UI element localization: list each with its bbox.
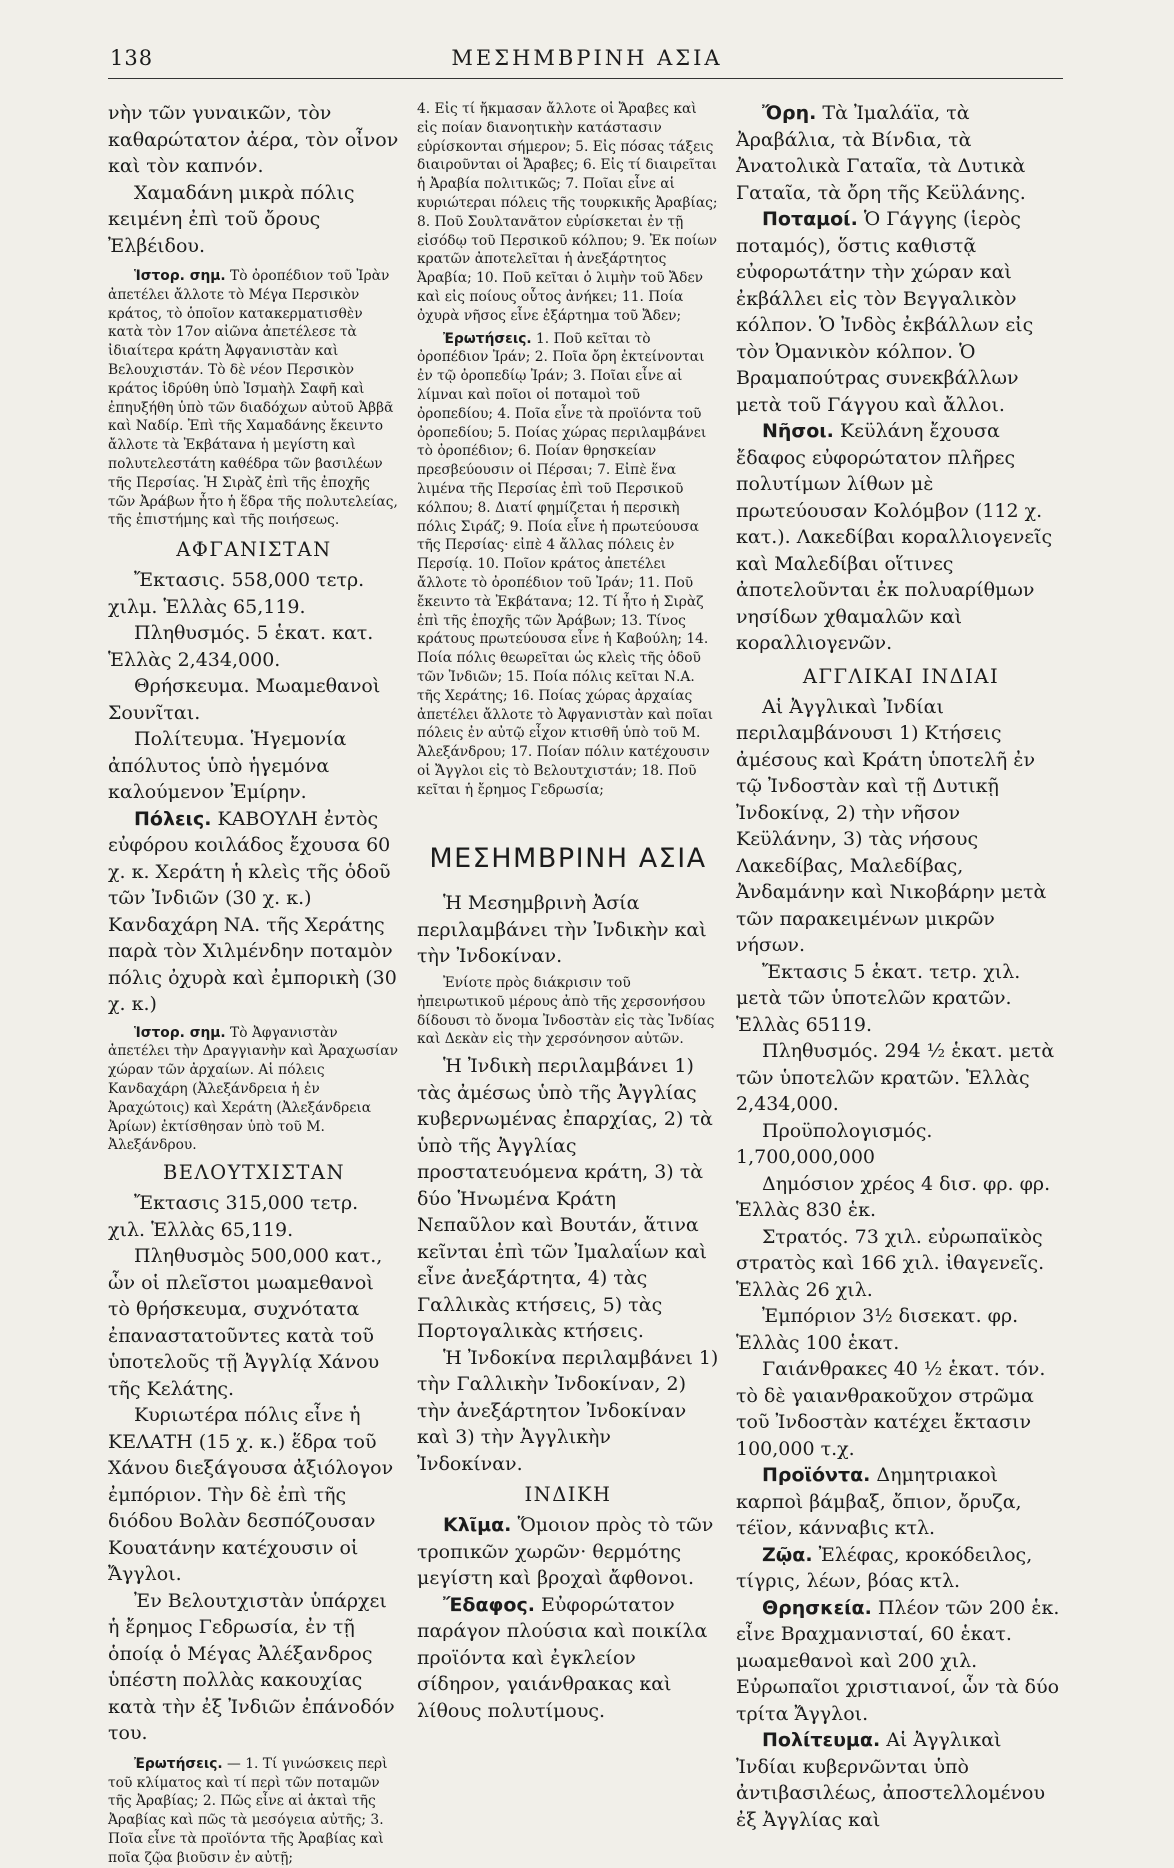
history-note: Ἱστορ. σημ. Τὸ Ἀφγανιστὰν ἀπετέλει τὴν Δραγγιανὴν καὶ Ἀραχωσίαν χώραν τῶν ἀρχαίων. Αἱ πόλεις Κανδαχάρη (Ἀλεξάνδρεια ἡ ἐν Ἀραχώτοις) καὶ Χεράτη (Ἀλεξάνδρεια Ἀρίων) ἐκτίσθησαν ὑπὸ τοῦ Μ. Ἀλεξάνδρου. — [108, 1024, 398, 1154]
paragraph: Πληθυσμός. 294 ½ ἑκατ. μετὰ τῶν ὑποτελῶν κρατῶν. Ἑλλὰς 2,434,000. — [736, 1040, 1055, 1115]
questions: Ἐρωτήσεις. — 1. Τί γινώσκεις περὶ τοῦ κλίματος καὶ τί περὶ τῶν ποταμῶν τῆς Ἀραβίας; 2. Πῶς εἶνε αἱ ἀκταὶ τῆς Ἀραβίας καὶ πῶς τὰ μεσόγεια αὐτῆς; 3. Ποῖα εἶνε τὰ προϊόντα τῆς Ἀραβίας καὶ ποῖα ζῷα βιοῦσιν ἐν αὐτῇ; — [108, 1755, 388, 1866]
header-rule — [108, 78, 1063, 79]
paragraph: Προϊόντα. Δημητριακοὶ καρποὶ βάμβαξ, ὄπιον, ὄρυζα, τέϊον, κάνναβις κτλ. — [736, 1464, 1022, 1539]
paragraph-label: Πόλεις. — [134, 807, 212, 830]
paragraph: Προϋπολογισμός. 1,700,000,000 — [736, 1119, 933, 1168]
paragraph: Ἡ Ἰνδοκίνα περιλαμβάνει 1) τὴν Γαλλικὴν Ἰνδοκίναν, 2) τὴν ἀνεξάρτητον Ἰνδοκίναν καὶ 3) τὴν Ἀγγλικὴν Ἰνδοκίναν. — [417, 1346, 719, 1475]
paragraph: Στρατός. 73 χιλ. εὐρωπαϊκὸς στρατὸς καὶ 166 χιλ. ἰθαγενεῖς. Ἑλλὰς 26 χιλ. — [736, 1225, 1045, 1301]
paragraph: Ζῷα. Ἐλέφας, κροκόδειλος, τίγρις, λέων, βόας κτλ. — [736, 1543, 1033, 1592]
paragraph-label: Πολίτευμα. — [762, 1729, 881, 1751]
section-heading-beluchistan: ΒΕΛΟΥΤΧΙΣΤΑΝ — [162, 1161, 346, 1185]
note-label: Ἱστορ. σημ. — [134, 268, 226, 284]
note-label: Ἱστορ. σημ. — [134, 1024, 226, 1041]
paragraph: Ἡ Μεσημβρινὴ Ἀσία περιλαμβάνει τὴν Ἰνδικὴν καὶ τὴν Ἰνδοκίναν. — [417, 892, 707, 968]
running-title: ΜΕΣΗΜΒΡΙΝΗ ΑΣΙΑ — [451, 46, 723, 70]
paragraph-label: Προϊόντα. — [762, 1464, 871, 1486]
paragraph-label: Νῆσοι. — [762, 420, 834, 442]
page-number: 138 — [110, 46, 154, 70]
paragraph-label: Ὄρη. — [762, 102, 817, 124]
questions-label: Ἐρωτήσεις. — [134, 1755, 223, 1772]
questions: Ἐρωτήσεις. 1. Ποῦ κεῖται τὸ ὀροπέδιον Ἰράν; 2. Ποῖα ὄρη ἐκτείνονται ἐν τῷ ὀροπεδίῳ Ἰράν; 3. Ποῖαι εἶνε αἱ λίμναι καὶ ποῖοι οἱ ποταμοὶ τοῦ ὀροπεδίου; 4. Ποῖα εἶνε τὰ προϊόντα τοῦ ὀροπεδίου; 5. Ποίας χώρας περιλαμβάνει τὸ ὀροπέδιον; 6. Ποίαν θρησκείαν πρεσβεύουσιν οἱ Πέρσαι; 7. Εἰπὲ ἕνα λιμένα τῆς Περσίας ἐπὶ τοῦ Περσικοῦ κόλπου; 8. Διατί φημίζεται ἡ περσικὴ πόλις Σιράζ; 9. Ποία εἶνε ἡ πρωτεύουσα τῆς Περσίας· εἰπὲ 4 ἄλλας πόλεις ἐν Περσίᾳ. 10. Ποῖον κράτος ἀπετέλει ἄλλοτε τὸ ὀροπέδιον τοῦ Ἰράν; 11. Ποῦ ἔκειντο τὰ Ἐκβάτανα; 12. Τί ἦτο ἡ Σιρὰζ ἐπὶ τῆς ἐποχῆς τῶν Ἀράβων; 13. Τίνος κράτους πρωτεύουσα εἶνε ἡ Καβούλη; 14. Ποία πόλις θεωρεῖται ὡς κλεὶς τῆς ὁδοῦ τῶν Ἰνδιῶν; 15. Ποία πόλις κεῖται Ν.Α. τῆς Χεράτης; 16. Ποίας χώρας ἀρχαίας ἀπετέλει ἄλλοτε τὸ Ἀφγανιστὰν καὶ ποῖαι πόλεις ἐν αὐτῷ εἶχον κτισθῆ ὑπὸ τοῦ Μ. Ἀλεξάνδρου; 17. Ποίαν πόλιν κατέχουσιν οἱ Ἄγγλοι εἰς τὸ Βελουτχιστάν; 18. Ποῦ κεῖται ἡ ἔρημος Γεδρωσία; — [417, 330, 713, 798]
paragraph: Πολίτευμα. Αἱ Ἀγγλικαὶ Ἰνδίαι κυβερνῶνται ὑπὸ ἀντιβασιλέως, ἀποστελλομένου ἐξ Ἀγγλίας καὶ — [736, 1729, 1046, 1831]
questions-label: Ἐρωτήσεις. — [443, 330, 532, 347]
paragraph: Πόλεις. ΚΑΒΟΥΛΗ ἐντὸς εὐφόρου κοιλάδος ἔχουσα 60 χ. κ. Χεράτη ἡ κλεὶς τῆς ὁδοῦ τῶν Ἰνδιῶν (30 χ. κ.) Κανδαχάρη ΝΑ. τῆς Χεράτης παρὰ τὸν Χιλμένδην ποταμὸν πόλις ὀχυρὰ καὶ ἐμπορικὴ (30 χ. κ.) — [108, 807, 397, 1016]
paragraph: Ἔκτασις. 558,000 τετρ. χιλμ. Ἑλλὰς 65,119. — [108, 569, 365, 618]
paragraph: Θρησκεία. Πλέον τῶν 200 ἑκ. εἶνε Βραχμανισταί, 60 ἑκατ. μωαμεθανοὶ καὶ 200 χιλ. Εὐρωπαῖοι χριστιανοί, ὧν τὰ δύο τρίτα Ἄγγλοι. — [736, 1596, 1060, 1725]
small-note: Ἐνίοτε πρὸς διάκρισιν τοῦ ἠπειρωτικοῦ μέρους ἀπὸ τῆς χερσονήσου δίδουσι τὸ ὄνομα Ἰνδοστὰν εἰς τὰς Ἰνδίας καὶ Δεκὰν εἰς τὴν χερσόνησον αὐτῶν. — [417, 974, 715, 1048]
paragraph: Νῆσοι. Κεϋλάνη ἔχουσα ἔδαφος εὐφορώτατον πλῆρες πολυτίμων λίθων μὲ πρωτεύουσαν Κολόμβον (112 χ. κατ.). Λακεδίβαι κοραλλιογενεῖς καὶ Μαλεδίβαι οἵτινες ἀποτελοῦνται ἐκ πολυαρίθμων νησίδων χθαμαλῶν καὶ κοραλλιογενῶν. — [736, 420, 1053, 654]
section-heading-indiki: ΙΝΔΙΚΗ — [524, 1483, 612, 1507]
paragraph: Ἔδαφος. Εὐφορώτατον παράγον πλούσια καὶ ποικίλα προϊόντα καὶ ἐγκλείον σίδηρον, γαιάνθρακας καὶ λίθους πολυτίμους. — [417, 1593, 708, 1722]
paragraph-label: Ζῷα. — [762, 1543, 813, 1566]
section-heading-south-asia: ΜΕΣΗΜΒΡΙΝΗ ΑΣΙΑ — [429, 843, 707, 875]
paragraph: Γαιάνθρακες 40 ½ ἑκατ. τόν. τὸ δὲ γαιανθρακοῦχον στρῶμα τοῦ Ἰνδοστὰν κατέχει ἔκτασιν 100,000 τ.χ. — [736, 1358, 1046, 1460]
paragraph: Ποταμοί. Ὁ Γάγγης (ἱερὸς ποταμός), ὅστις καθιστᾷ εὐφορωτάτην τὴν χώραν καὶ ἐκβάλλει εἰς τὸν Βεγγαλικὸν κόλπον. Ὁ Ἰνδὸς ἐκβάλλων εἰς τὸν Ὀμανικὸν κόλπον. Ὁ Βραμαπούτρας συνεκβάλλων μετὰ τοῦ Γάγγου καὶ ἄλλοι. — [736, 208, 1034, 416]
paragraph-label: Κλῖμα. — [443, 1514, 512, 1537]
paragraph: Αἱ Ἀγγλικαὶ Ἰνδίαι περιλαμβάνουσι 1) Κτήσεις ἀμέσους καὶ Κράτη ὑποτελῆ ἐν τῷ Ἰνδοστὰν καὶ τῇ Δυτικῇ Ἰνδοκίνᾳ, 2) τὴν νῆσον Κεϋλάνην, 3) τὰς νήσους Λακεδίβας, Μαλεδίβας, Ἀνδαμάνην καὶ Νικοβάρην μετὰ τῶν παρακειμένων μικρῶν νήσων. — [736, 695, 1047, 956]
paragraph: Πολίτευμα. Ἡγεμονία ἀπόλυτος ὑπὸ ἡγεμόνα καλούμενον Ἐμίρην. — [108, 728, 347, 804]
paragraph: Ἐν Βελουτχιστὰν ὑπάρχει ἡ ἔρημος Γεδρωσία, ἐν τῇ ὁποίᾳ ὁ Μέγας Ἀλέξανδρος ὑπέστη πολλὰς κακουχίας κατὰ τὴν ἐξ Ἰνδιῶν ἐπάνοδόν του. — [108, 1589, 395, 1745]
page-header — [0, 0, 1174, 90]
paragraph: Πληθυσμὸς 500,000 κατ., ὧν οἱ πλεῖστοι μωαμεθανοὶ τὸ θρήσκευμα, συχνότατα ἐπαναστατοῦντες κατὰ τοῦ ὑποτελοῦς τῇ Ἀγγλίᾳ Χάνου τῆς Κελάτης. — [108, 1245, 383, 1400]
paragraph: Θρήσκευμα. Μωαμεθανοὶ Σουνῖται. — [108, 675, 381, 724]
paragraph: Ἔκτασις 5 ἑκατ. τετρ. χιλ. μετὰ τῶν ὑποτελῶν κρατῶν. Ἑλλὰς 65119. — [736, 960, 1021, 1036]
column-right — [736, 100, 1066, 1831]
paragraph: Ἡ Ἰνδικὴ περιλαμβάνει 1) τὰς ἀμέσως ὑπὸ τῆς Ἀγγλίας κυβερνωμένας ἐπαρχίας, 2) τὰ ὑπὸ τῆς Ἀγγλίας προστατευόμενα κράτη, 3) τὰ δύο Ἡνωμένα Κράτη Νεπαῦλον καὶ Βουτάν, ἅτινα κεῖνται ἐπὶ τῶν Ἰμαλαΐων καὶ εἶνε ἀνεξάρτητα, 4) τὰς Γαλλικὰς κτήσεις, 5) τὰς Πορτογαλικὰς κτήσεις. — [417, 1055, 713, 1343]
paragraph: Χαμαδάνη μικρὰ πόλις κειμένη ἐπὶ τοῦ ὄρους Ἐλβέιδου. — [108, 181, 355, 257]
paragraph: Ἔκτασις 315,000 τετρ. χιλ. Ἑλλὰς 65,119. — [108, 1192, 359, 1241]
paragraph-label: Ἔδαφος. — [443, 1593, 535, 1616]
paragraph: Ἐμπόριον 3½ δισεκατ. φρ. Ἑλλὰς 100 ἑκατ. — [736, 1305, 1019, 1354]
column-left — [108, 100, 400, 1866]
paragraph: νὴν τῶν γυναικῶν, τὸν καθαρώτατον ἀέρα, τὸν οἶνον καὶ τὸν καπνόν. — [108, 102, 399, 177]
section-heading-afghanistan: ΑΦΓΑΝΙΣΤΑΝ — [176, 538, 332, 562]
section-heading-british-india: ΑΓΓΛΙΚΑΙ ΙΝΔΙΑΙ — [802, 664, 1000, 688]
paragraph: Πληθυσμός. 5 ἑκατ. κατ. Ἑλλὰς 2,434,000. — [108, 622, 374, 671]
history-note: Ἱστορ. σημ. Τὸ ὀροπέδιον τοῦ Ἰρὰν ἀπετέλει ἄλλοτε τὸ Μέγα Περσικὸν κράτος, τὸ ὁποῖον κατακερματισθὲν κατὰ τὸν 17ον αἰῶνα ἀπετέλεσε τὰ ἰδιαίτερα κράτη Ἀφγανιστὰν καὶ Βελουχιστάν. Τὸ δὲ νέον Περσικὸν κράτος ἱδρύθη ὑπὸ Ἰσμαὴλ Σαφῆ καὶ ἐπηυξήθη ὑπὸ τῶν διαδόχων αὐτοῦ Ἀββᾶ καὶ Ναδίρ. Ἐπὶ τῆς Χαμαδάνης ἔκειντο ἄλλοτε τὰ Ἐκβάτανα ἡ μεγίστη καὶ πολυτελεστάτη καθέδρα τῶν βασιλέων τῆς Περσίας. Ἡ Σιρὰζ ἐπὶ τῆς ἐποχῆς τῶν Ἀράβων ἦτο ἡ ἕδρα τῆς πολυτελείας, τῆς ἐπιστήμης καὶ τῆς ποιήσεως. — [108, 268, 398, 529]
paragraph-label: Θρησκεία. — [762, 1596, 872, 1619]
paragraph: Δημόσιον χρέος 4 δισ. φρ. φρ. Ἑλλὰς 830 ἑκ. — [736, 1172, 1051, 1221]
column-middle — [417, 100, 719, 1722]
paragraph: Κυριωτέρα πόλις εἶνε ἡ ΚΕΛΑΤΗ (15 χ. κ.) ἕδρα τοῦ Χάνου διεξάγουσα ἀξιόλογον ἐμπόριον. Τὴν δὲ ἐπὶ τῆς διόδου Βολὰν δεσπόζουσαν Κουατάνην κατέχουσιν οἱ Ἄγγλοι. — [108, 1404, 394, 1586]
paragraph: Κλῖμα. Ὅμοιον πρὸς τὸ τῶν τροπικῶν χωρῶν· θερμότης μεγίστη καὶ βροχαὶ ἄφθονοι. — [417, 1514, 714, 1590]
paragraph: Ὄρη. Τὰ Ἰμαλάϊα, τὰ Ἀραβάλια, τὰ Βίνδια, τὰ Ἀνατολικὰ Γαταῖα, τὰ Δυτικὰ Γαταῖα, τὰ ὄρη τῆς Κεϋλάνης. — [736, 102, 1026, 204]
questions-continued: 4. Εἰς τί ἤκμασαν ἄλλοτε οἱ Ἄραβες καὶ εἰς ποίαν διανοητικὴν κατάστασιν εὑρίσκονται σήμερον; 5. Εἰς πόσας τάξεις διαιροῦνται οἱ Ἄραβες; 6. Εἰς τί διαιρεῖται ἡ Ἀραβία πολιτικῶς; 7. Ποῖαι εἶνε αἱ κυριώτεραι πόλεις τῆς τουρκικῆς Ἀραβίας; 8. Ποῦ Σουλτανᾶτον εὑρίσκεται ἐν τῇ εἰσόδῳ τοῦ Περσικοῦ κόλπου; 9. Ἐκ ποίων κρατῶν ἀποτελεῖται ἡ ἀνεξάρτητος Ἀραβία; 10. Ποῦ κεῖται ὁ λιμὴν τοῦ Ἄδεν καὶ εἰς ποίους οὗτος ἀνήκει; 11. Ποία ὀχυρὰ νῆσος εἶνε ἐξάρτημα τοῦ Ἄδεν; — [417, 101, 718, 324]
paragraph-label: Ποταμοί. — [762, 208, 858, 230]
